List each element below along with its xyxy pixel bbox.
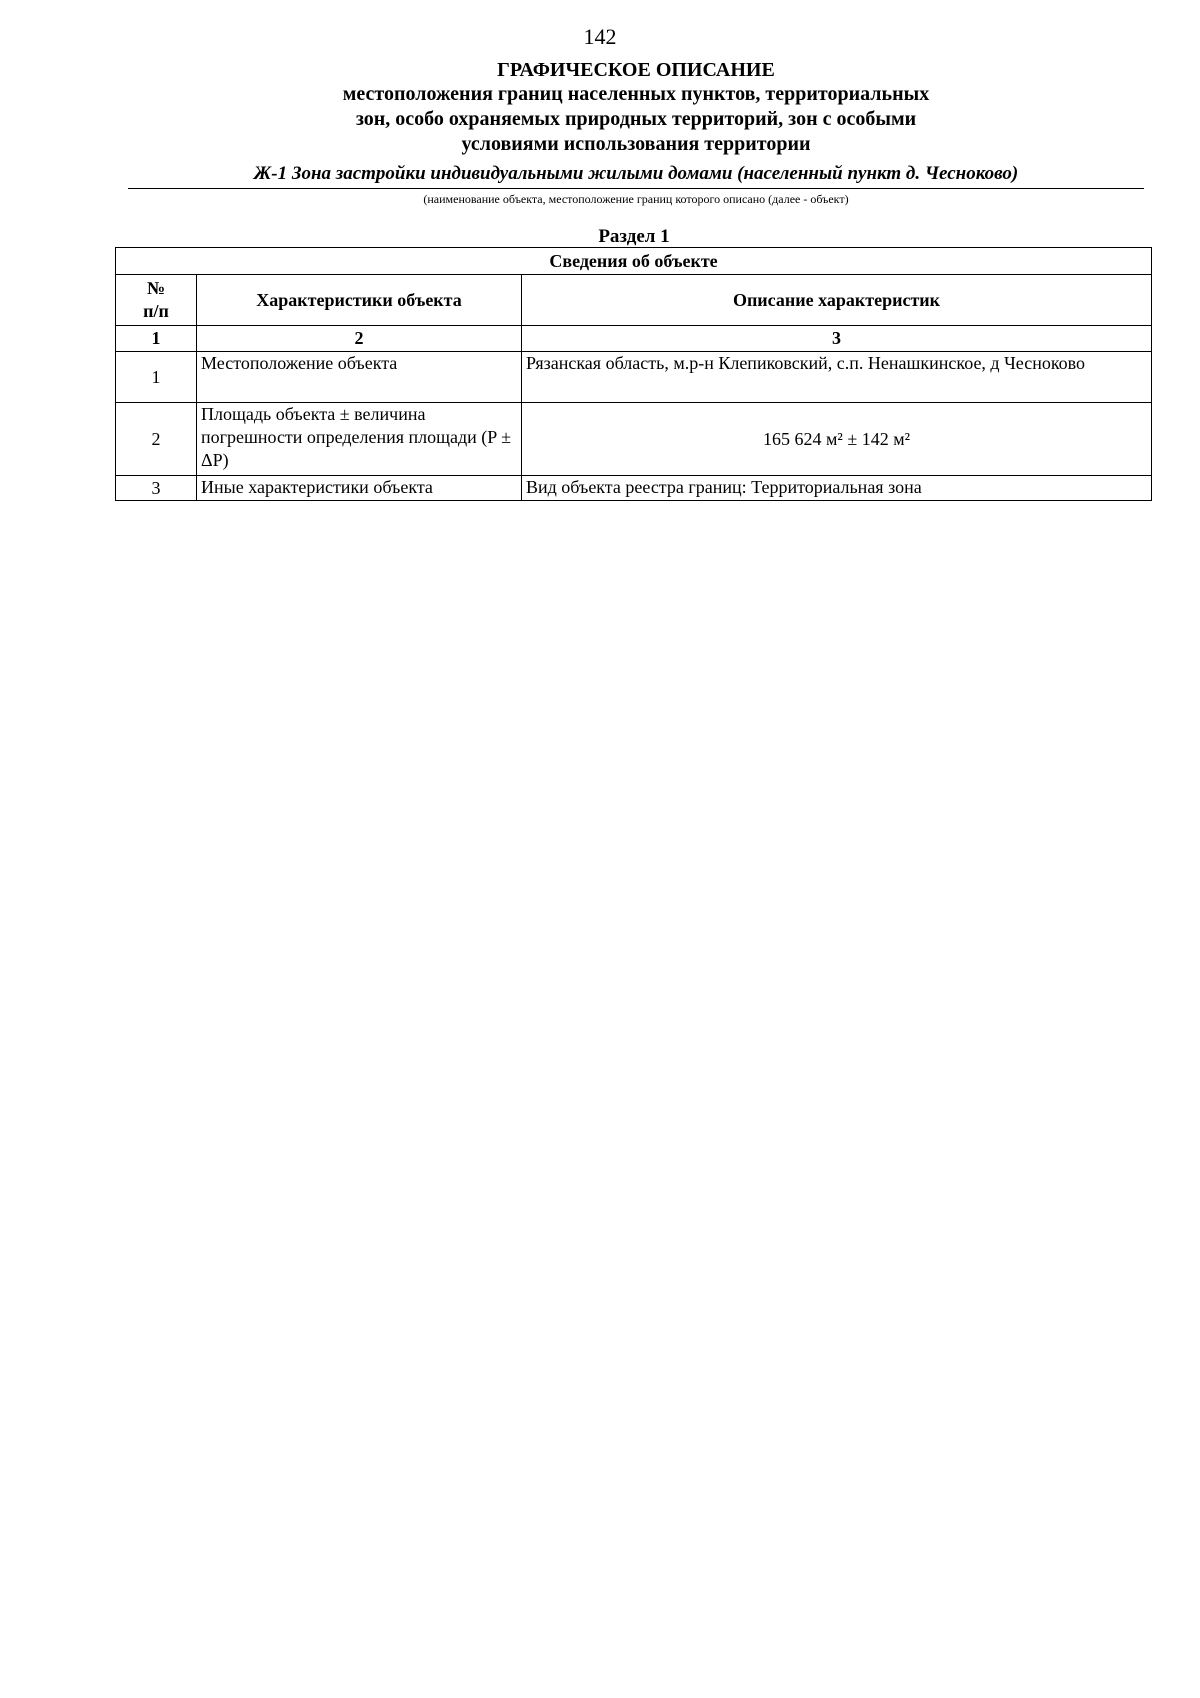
row-number: 3	[116, 476, 197, 501]
page-number: 142	[583, 24, 617, 49]
table-row	[116, 352, 1152, 403]
object-info-table	[115, 247, 1152, 501]
object-underline	[128, 188, 1144, 189]
header-characteristic: Характеристики объекта	[197, 275, 522, 326]
column-number-3: 3	[522, 326, 1152, 352]
object-name: Ж-1 Зона застройки индивидуальными жилыми домами (населенный пункт д. Чесноково)	[253, 163, 1019, 184]
table-row	[116, 403, 1152, 476]
row-description: 165 624 м² ± 142 м²	[522, 403, 1152, 476]
header-number	[116, 275, 197, 326]
table-row	[116, 476, 1152, 501]
object-caption: (наименование объекта, местоположение границ которого описано (далее - объект)	[423, 192, 849, 206]
header-description: Описание характеристик	[522, 275, 1152, 326]
document-subtitle-line-2: зон, особо охраняемых природных территорий, зон с особыми	[355, 108, 917, 130]
column-number-row	[116, 326, 1152, 352]
row-number: 2	[116, 403, 197, 476]
table-caption-row	[116, 248, 1152, 275]
title-block	[120, 58, 1152, 157]
row-description: Рязанская область, м.р-н Клепиковский, с.п. Ненашкинское, д Чесноково	[522, 352, 1152, 403]
column-number-2: 2	[197, 326, 522, 352]
document-subtitle-line-1: местоположения границ населенных пунктов, территориальных	[342, 83, 930, 105]
section-title: Раздел 1	[598, 226, 670, 247]
header-number-line-1: №	[146, 278, 166, 298]
row-description: Вид объекта реестра границ: Территориальная зона	[522, 476, 1152, 501]
document-subtitle-line-3: условиями использования территории	[461, 133, 811, 155]
row-characteristic: Площадь объекта ± величина погрешности определения площади (P ± ΔP)	[197, 403, 522, 476]
row-number: 1	[116, 352, 197, 403]
table-caption: Сведения об объекте	[116, 248, 1152, 275]
document-title: ГРАФИЧЕСКОЕ ОПИСАНИЕ	[497, 59, 775, 81]
row-characteristic: Иные характеристики объекта	[197, 476, 522, 501]
column-number-1: 1	[116, 326, 197, 352]
row-characteristic: Местоположение объекта	[197, 352, 522, 403]
table-header-row	[116, 275, 1152, 326]
header-number-line-2: п/п	[143, 301, 169, 321]
